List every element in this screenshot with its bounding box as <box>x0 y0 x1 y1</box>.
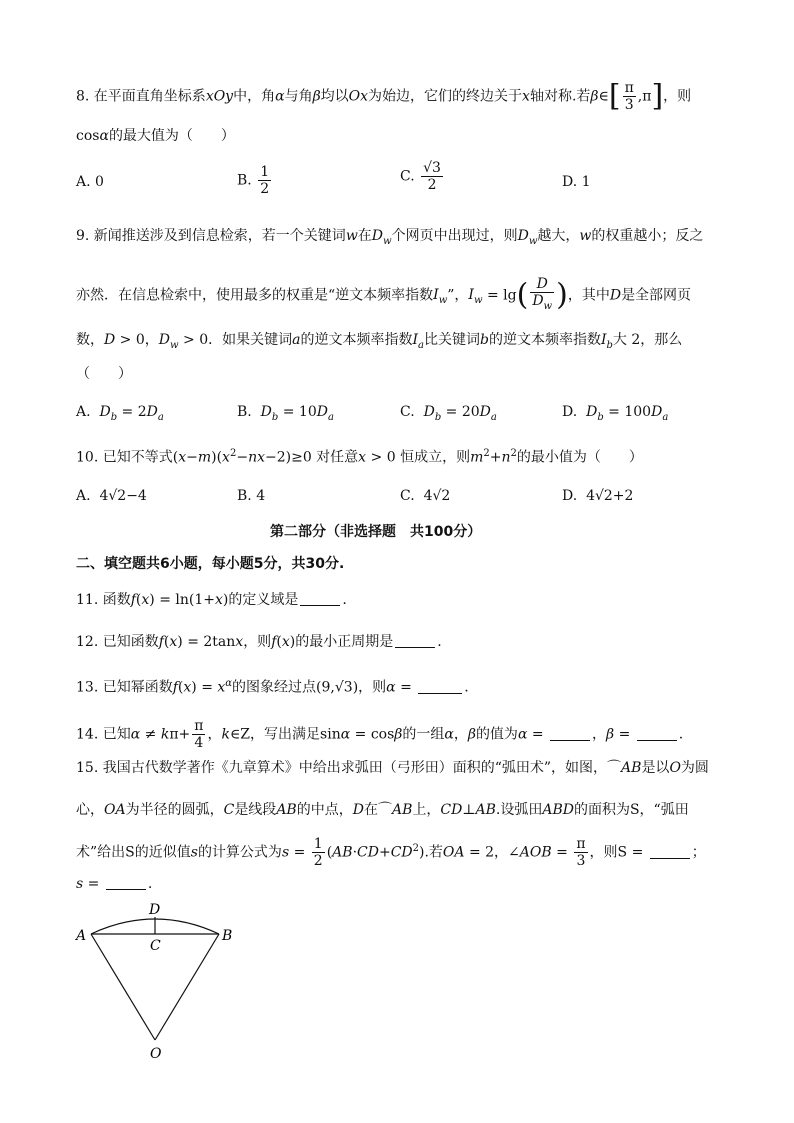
label-a: A <box>76 928 87 944</box>
q15-line4: s = . <box>76 876 153 892</box>
q10-option-a: A. 4√2−4 <box>76 488 147 504</box>
q13: 13. 已知幂函数$f(x) = x^\alpha$的图象经过点(9,√3)，则α = . <box>76 678 469 696</box>
q8-line1: 8. 在平面直角坐标系xOy中，角α与角β均以Ox为始边，它们的终边关于x轴对称.若β∈[ $\frac{\pi}{3}$ ,π]，则 <box>76 78 692 114</box>
q10-option-b: B. 4 <box>237 488 266 504</box>
q9-option-c: C. $D_b = 20D_a$ <box>400 404 497 423</box>
q9-option-b: B. $D_b = 10D_a$ <box>237 404 334 423</box>
q9-line3: 数，D > 0，$D_w > 0$．如果关键词a的逆文本频率指数$I_a$比关键词b的逆文本频率指数$I_b$大 2，那么 <box>76 332 683 351</box>
part2-title: 第二部分（非选择题 共100分） <box>270 524 482 540</box>
label-b: B <box>222 928 233 944</box>
q9-option-a: A. $D_b = 2D_a$ <box>76 404 164 423</box>
q11: 11. 函数f(x) = ln(1+x)的定义域是 . <box>76 592 347 608</box>
q8-option-a: A. 0 <box>76 174 104 190</box>
q15-line1: 15. 我国古代数学著作《九章算术》中给出求弧田（弓形田）面积的“弧田术”，如图，⌒AB是以O为圆 <box>76 760 709 776</box>
q9-line2: 亦然．在信息检索中，使用最多的权重是“逆文本频率指数$I_w$”，$I_w = \lg$( $\frac{D}{D_w}$ )，其中D是全部网页 <box>76 276 692 313</box>
q9-line1: 9. 新闻推送涉及到信息检索，若一个关键词w在$D_w$个网页中出现过，则$D_w$越大，w的权重越小；反之 <box>76 228 704 247</box>
arc-ab <box>91 919 219 934</box>
q10-option-c: C. 4√2 <box>400 488 451 504</box>
q14: 14. 已知α ≠ kπ+ $\frac{\pi}{4}$ ，k∈Z，写出满足sinα = cosβ的一组α，β的值为α = ，β = . <box>76 718 684 751</box>
q15-line2: 心，OA为半径的圆弧，C是线段AB的中点，D在⌒AB上，CD⊥AB.设弧田ABD的面积为S，“弧田 <box>76 802 689 818</box>
q8-option-b: B. $\frac{1}{2}$ <box>237 164 270 197</box>
q8-line2: cosα的最大值为（ ） <box>76 128 235 144</box>
q8-option-c: C. $\frac{√3}{2}$ <box>400 160 441 193</box>
q9-line4: （ ） <box>76 366 132 382</box>
label-o: O <box>150 1046 162 1062</box>
q12: 12. 已知函数f(x) = 2tanx，则f(x)的最小正周期是 . <box>76 634 442 650</box>
q10-line1: 10. 已知不等式$(x-m)(x^2-nx-2)\ge 0$ 对任意x > 0 恒成立，则$m^2+n^2$的最小值为（ ） <box>76 448 643 466</box>
label-d: D <box>149 902 161 918</box>
q10-option-d: D. 4√2+2 <box>562 488 634 504</box>
q15-line3: 术”给出S的近似值s的计算公式为s = $\frac{1}{2}$ $(AB\cdot CD+CD^2)$.若OA = 2，∠AOB = $\frac{\pi}{3}$ ，则S = ； <box>76 836 706 869</box>
q8-option-d: D. 1 <box>562 174 591 190</box>
segment-oa <box>91 934 155 1040</box>
q9-option-d: D. $D_b = 100D_a$ <box>562 404 669 423</box>
segment-ob <box>155 934 219 1040</box>
label-c: C <box>150 938 161 954</box>
section2-title: 二、填空题共6小题，每小题5分，共30分. <box>76 556 345 572</box>
